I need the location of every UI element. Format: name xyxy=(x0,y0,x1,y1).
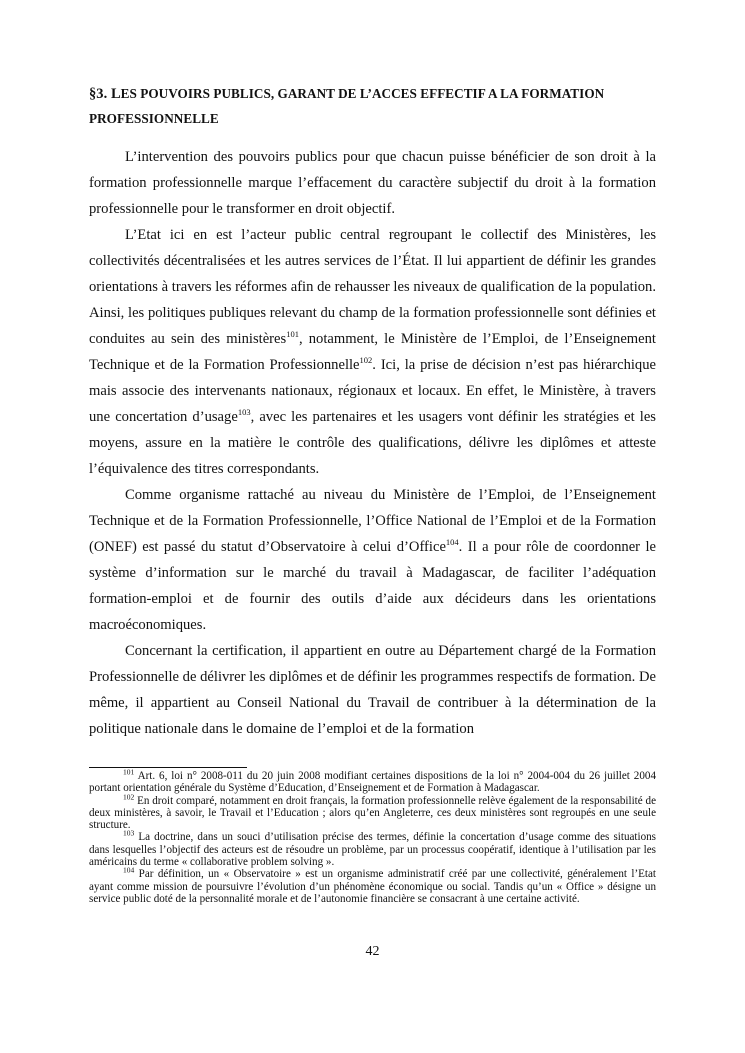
footnote-separator xyxy=(89,767,247,768)
page-number: 42 xyxy=(365,944,380,959)
paragraph-text: , notamment, le Ministère de l’Emploi, de l’Enseignement Technique et de la Formation Professionnelle xyxy=(89,331,656,373)
paragraph xyxy=(89,222,656,482)
paragraph-text: Concernant la certification, il appartient en outre au Département chargé de la Formation Professionnelle de délivrer les diplômes et de définir les programmes respectifs de formation. De même, il appartient au Conseil National du Travail de contribuer à la détermination de la politique nationale dans le domaine de l’emploi et de la formation xyxy=(89,643,656,737)
footnote-text: Par définition, un « Observatoire » est un organisme administratif créé par une collectivité, généralement l’Etat ayant comme mission de poursuivre l’évolution d’un phénomène économique ou social. Tandis qu’un « Office » désigne un service public doté de la personnalité morale et de l’autonomie financière se consacrant à une certaine activité. xyxy=(89,868,656,905)
footnote-number: 101 xyxy=(123,767,135,777)
footnote-text: En droit comparé, notamment en droit français, la formation professionnelle relève également de la responsabilité de deux ministères, à savoir, le Travail et l’Education ; alors qu’en Angleterre, ces deux ministères sont regroupés en une seule structure. xyxy=(89,794,656,832)
footnote-number: 102 xyxy=(123,791,135,801)
paragraph xyxy=(89,638,656,742)
paragraph-text: . Il a pour rôle de coordonner le système d’information sur le marché du travail à Madagascar, de faciliter l’adéquation formation-emploi et de fournir des outils d’aide aux décideurs dans les orientations macroéconomiques. xyxy=(89,539,657,633)
section-heading-prefix: §3. L xyxy=(89,86,121,102)
section-heading-line2: PROFESSIONNELLE xyxy=(89,111,219,126)
footnote-ref: 104 xyxy=(445,537,459,548)
footnote-ref: 101 xyxy=(286,329,299,340)
section-heading-rest: ES POUVOIRS PUBLICS, GARANT DE L’ACCES EFFECTIF A LA FORMATION xyxy=(120,86,605,101)
paragraph xyxy=(89,144,656,222)
footnote-number: 103 xyxy=(123,828,135,838)
body-text xyxy=(89,144,656,742)
footnote xyxy=(89,865,656,905)
footnote-ref: 103 xyxy=(237,407,251,418)
paragraph-text: L’intervention des pouvoirs publics pour que chacun puisse bénéficier de son droit à la formation professionnelle marque l’effacement du caractère subjectif du droit à la formation professionnelle pour le transformer en droit objectif. xyxy=(89,149,656,217)
footnote xyxy=(89,828,656,869)
footnote-number: 104 xyxy=(123,865,135,875)
footnote-text: La doctrine, dans un souci d’utilisation précise des termes, définie la concertation d’usage comme des situations dans lesquelles l’objectif des acteurs est de résoudre un problème, par un processus coopératif, identique à l’utilisation par les américains du terme « collaborative problem solving ». xyxy=(89,831,656,869)
footnote-ref: 102 xyxy=(359,355,373,366)
footnote xyxy=(89,767,656,795)
footnote xyxy=(89,791,656,832)
paragraph-text: . Ici, la prise de décision n’est pas hiérarchique mais associe des intervenants nationaux, régionaux et locaux. En effet, le Ministère, à travers une concertation d’usage xyxy=(89,357,656,425)
paragraph xyxy=(89,482,656,638)
footnotes xyxy=(89,767,656,905)
paragraph-text: L’Etat ici en est l’acteur public central regroupant le collectif des Ministères, les collectivités décentralisées et les autres services de l’État. Il lui appartient de définir les grandes orientations à travers les réformes afin de rehausser les niveaux de qualification de la population. Ainsi, les politiques publiques relevant du champ de la formation professionnelle sont définies et conduites au sein des ministères xyxy=(89,227,656,347)
paragraph-text: Comme organisme rattaché au niveau du Ministère de l’Emploi, de l’Enseignement Technique et de la Formation Professionnelle, l’Office National de l’Emploi et de la Formation (ONEF) est passé du statut d’Observatoire à celui d’Office xyxy=(89,487,656,555)
paragraph-text: , avec les partenaires et les usagers vont définir les stratégies et les moyens, assure en la matière le contrôle des qualifications, délivre les diplômes et atteste l’équivalence des titres correspondants. xyxy=(89,409,656,477)
section-heading xyxy=(89,86,669,102)
footnote-text: Art. 6, loi n° 2008-011 du 20 juin 2008 modifiant certaines dispositions de la loi n° 2004-004 du 26 juillet 2004 portant orientation générale du Système d’Education, d’Enseignement et de Formation à Madagascar. xyxy=(89,770,656,795)
